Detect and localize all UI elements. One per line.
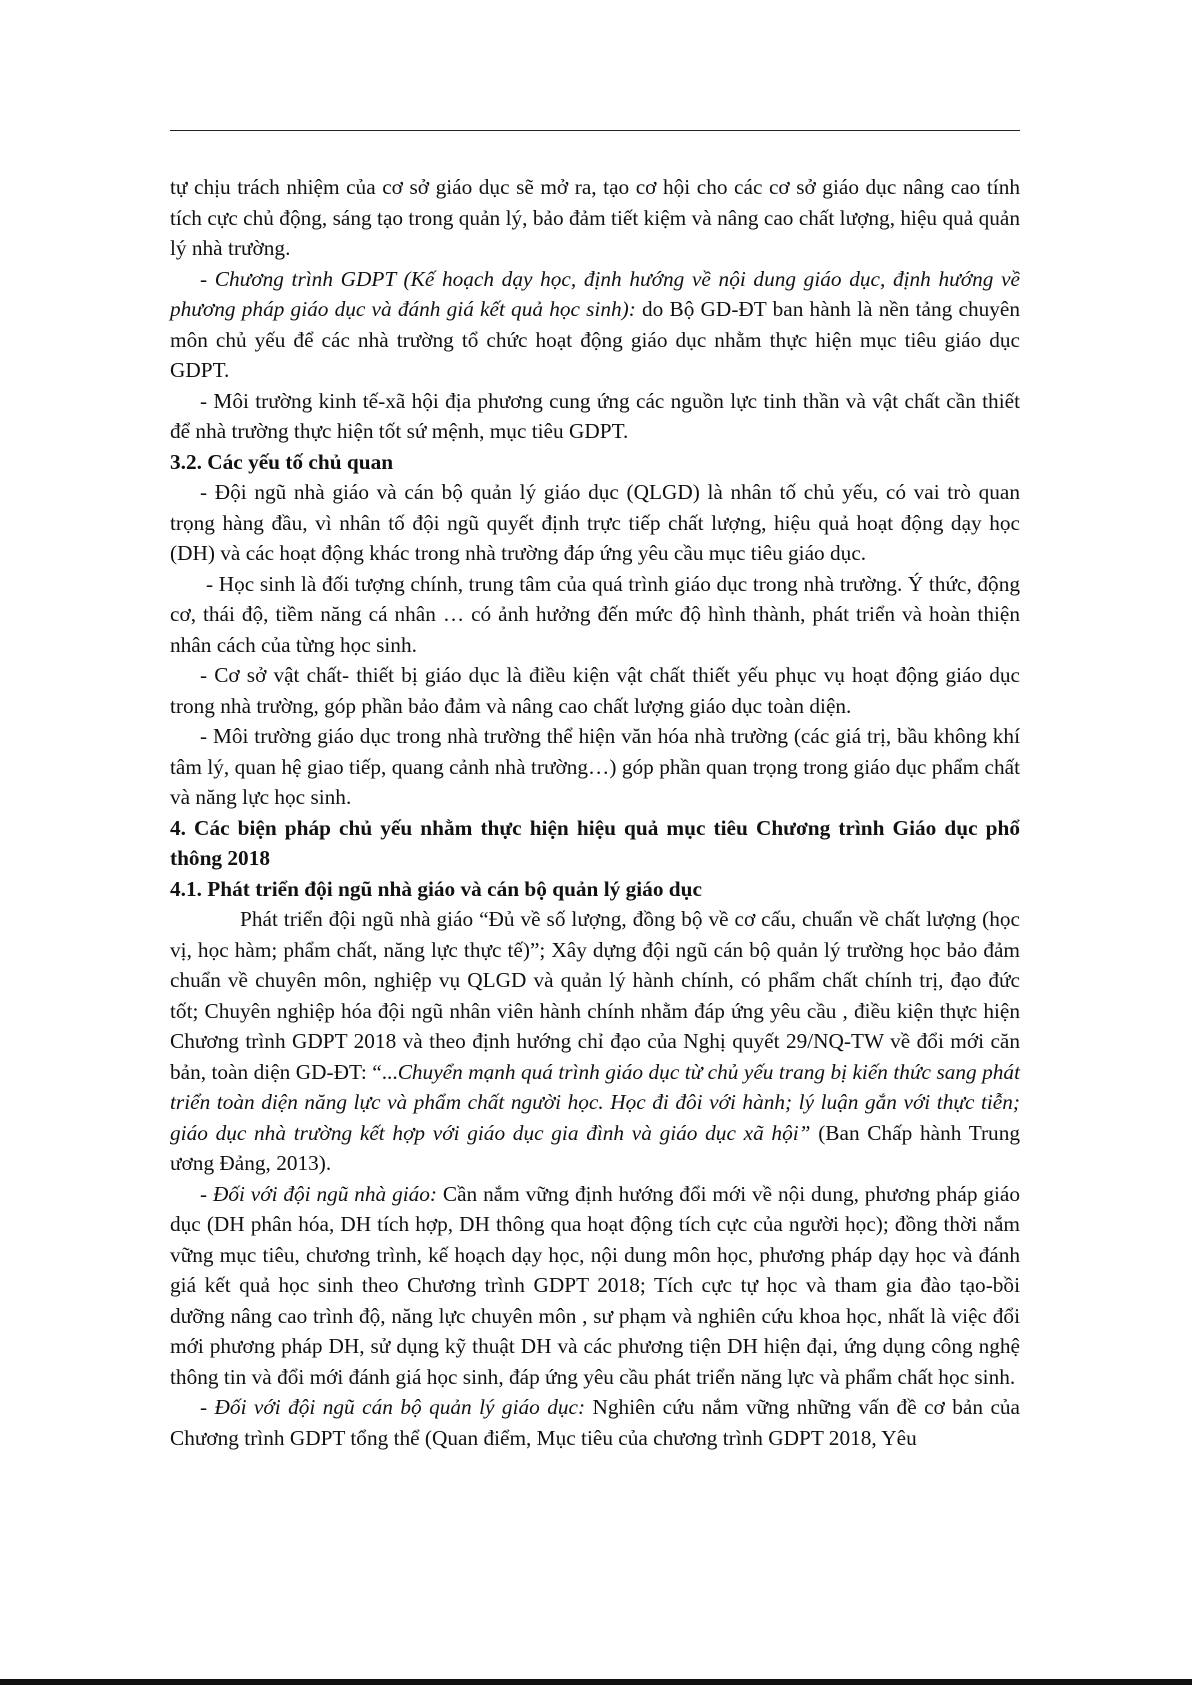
managers-italic: - Đối với đội ngũ cán bộ quản lý giáo dục: xyxy=(200,1395,586,1419)
curriculum-text: do Bộ GD-ĐT ban hành là nền tảng chuyên môn chủ yếu để các nhà trường tổ chức hoạt động giáo dục nhằm thực hiện mục tiêu giáo dục GDPT. xyxy=(170,297,1020,382)
teachers-italic: - Đối với đội ngũ nhà giáo: xyxy=(200,1181,438,1206)
paragraph-develop-staff xyxy=(170,904,1020,1179)
citation: (Ban Chấp hành Trung ương Đảng, 2013). xyxy=(170,1120,1020,1175)
heading-3-2: 3.2. Các yếu tố chủ quan xyxy=(170,449,394,474)
paragraph-staff: - Đội ngũ nhà giáo và cán bộ quản lý giáo dục (QLGD) là nhân tố chủ yếu, có vai trò quan trọng hàng đầu, vì nhân tố đội ngũ quyết định trực tiếp chất lượng, hiệu quả hoạt động dạy học (DH) và các hoạt động khác trong nhà trường đáp ứng yêu cầu mục tiêu giáo dục. xyxy=(170,480,1020,565)
heading-4-1: 4.1. Phát triển đội ngũ nhà giáo và cán bộ quản lý giáo dục xyxy=(170,876,702,901)
paragraph-curriculum xyxy=(170,264,1020,386)
curriculum-italic: - Chương trình GDPT (Kế hoạch dạy học, định hướng về nội dung giáo dục, định hướng về phương pháp giáo dục và đánh giá kết quả học sinh): xyxy=(170,266,1020,321)
develop-staff-text: Phát triển đội ngũ nhà giáo “Đủ về số lượng, đồng bộ về cơ cấu, chuẩn về chất lượng (học vị, học hàm; phẩm chất, năng lực thực tế)”; Xây dựng đội ngũ cán bộ quản lý trường học bảo đảm chuẩn về chuyên môn, nghiệp vụ QLGD và quản lý hành chính, có phẩm chất chính trị, đạo đức tốt; Chuyên nghiệp hóa đội ngũ nhân viên hành chính nhằm đáp ứng yêu cầu , điều kiện thực hiện Chương trình GDPT 2018 và theo định hướng chỉ đạo của Nghị quyết 29/NQ-TW về đổi mới căn bản, toàn diện GD-ĐT: “... xyxy=(170,907,1020,1084)
managers-text: Nghiên cứu nắm vững những vấn đề cơ bản của Chương trình GDPT tổng thể (Quan điểm, Mục tiêu của chương trình GDPT 2018, Yêu xyxy=(170,1395,1020,1450)
paragraph-students: - Học sinh là đối tượng chính, trung tâm của quá trình giáo dục trong nhà trường. Ý thức, động cơ, thái độ, tiềm năng cá nhân … có ảnh hưởng đến mức độ hình thành, phát triển và hoàn thiện nhân cách của từng học sinh. xyxy=(170,571,1020,657)
bottom-edge-bar xyxy=(0,1679,1192,1685)
paragraph-managers xyxy=(170,1392,1020,1453)
resolution-quote: Chuyển mạnh quá trình giáo dục từ chủ yếu trang bị kiến thức sang phát triển toàn diện năng lực và phẩm chất người học. Học đi đôi với hành; lý luận gắn với thực tiễn; giáo dục nhà trường kết hợp với giáo dục gia đình và giáo dục xã hội” xyxy=(170,1059,1020,1145)
heading-4: 4. Các biện pháp chủ yếu nhằm thực hiện hiệu quả mục tiêu Chương trình Giáo dục phổ thông 2018 xyxy=(170,815,1020,870)
document-body xyxy=(170,172,1020,1453)
paragraph-school-environment: - Môi trường giáo dục trong nhà trường thể hiện văn hóa nhà trường (các giá trị, bầu không khí tâm lý, quan hệ giao tiếp, quang cảnh nhà trường…) góp phần quan trọng trong giáo dục phẩm chất và năng lực học sinh. xyxy=(170,724,1020,809)
paragraph-environment: - Môi trường kinh tế-xã hội địa phương cung ứng các nguồn lực tinh thần và vật chất cần thiết để nhà trường thực hiện tốt sứ mệnh, mục tiêu GDPT. xyxy=(170,388,1020,443)
paragraph-continuation: tự chịu trách nhiệm của cơ sở giáo dục sẽ mở ra, tạo cơ hội cho các cơ sở giáo dục nâng cao tính tích cực chủ động, sáng tạo trong quản lý, bảo đảm tiết kiệm và nâng cao chất lượng, hiệu quả quản lý nhà trường. xyxy=(170,175,1020,260)
paragraph-facilities: - Cơ sở vật chất- thiết bị giáo dục là điều kiện vật chất thiết yếu phục vụ hoạt động giáo dục trong nhà trường, góp phần bảo đảm và nâng cao chất lượng giáo dục toàn diện. xyxy=(170,663,1020,718)
paragraph-teachers xyxy=(170,1179,1020,1393)
header-rule xyxy=(170,130,1020,131)
teachers-text: Cần nắm vững định hướng đổi mới về nội dung, phương pháp giáo dục (DH phân hóa, DH tích hợp, DH thông qua hoạt động tích cực của người học); đồng thời nắm vững mục tiêu, chương trình, kế hoạch dạy học, nội dung môn học, phương pháp dạy học và đánh giá kết quả học sinh theo Chương trình GDPT 2018; Tích cực tự học và tham gia đào tạo-bồi dưỡng nâng cao trình độ, năng lực chuyên môn , sư phạm và nghiên cứu khoa học, nhất là việc đổi mới phương pháp DH, sử dụng kỹ thuật DH và các phương tiện DH hiện đại, ứng dụng công nghệ thông tin và đổi mới đánh giá học sinh, đáp ứng yêu cầu phát triển năng lực và phẩm chất học sinh. xyxy=(170,1181,1020,1389)
